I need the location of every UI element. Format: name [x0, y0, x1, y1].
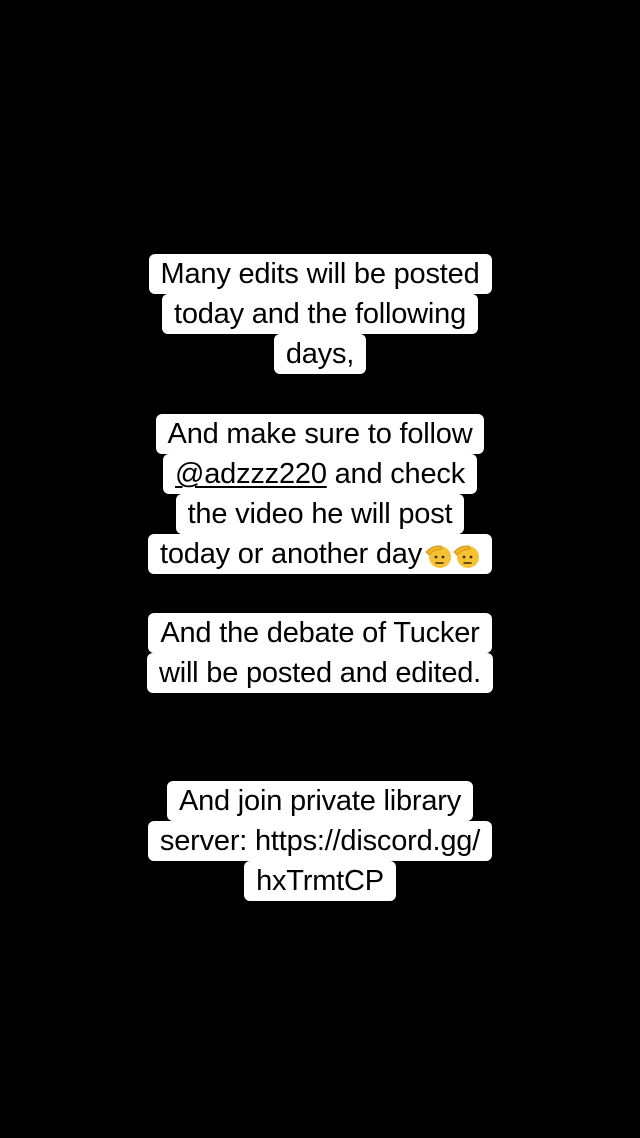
caption-line: days,	[274, 334, 366, 374]
caption-line: And the debate of Tucker	[148, 613, 491, 653]
caption-paragraph-3	[0, 613, 640, 693]
caption-text: today or another day	[159, 538, 422, 570]
caption-paragraph-1	[0, 254, 640, 374]
caption-line: And join private library	[167, 781, 473, 821]
caption-line: today and the following	[162, 294, 478, 334]
caption-line-with-mention	[163, 454, 477, 494]
saluting-face-icon	[424, 540, 452, 570]
saluting-face-icon	[452, 540, 480, 570]
caption-paragraph-2	[0, 414, 640, 574]
caption-line: the video he will post	[176, 494, 465, 534]
caption-text: and check	[326, 458, 466, 490]
discord-link-line[interactable]: hxTrmtCP	[244, 861, 396, 901]
caption-line-with-emoji	[148, 534, 492, 574]
caption-line: will be posted and edited.	[147, 653, 493, 693]
discord-link-line[interactable]: server: https://discord.gg/	[148, 821, 492, 861]
caption-line: Many edits will be posted	[149, 254, 492, 294]
caption-line: And make sure to follow	[156, 414, 485, 454]
caption-paragraph-4	[0, 781, 640, 901]
emoji-group	[424, 540, 480, 570]
mention-link[interactable]: @adzzz220	[174, 458, 327, 490]
